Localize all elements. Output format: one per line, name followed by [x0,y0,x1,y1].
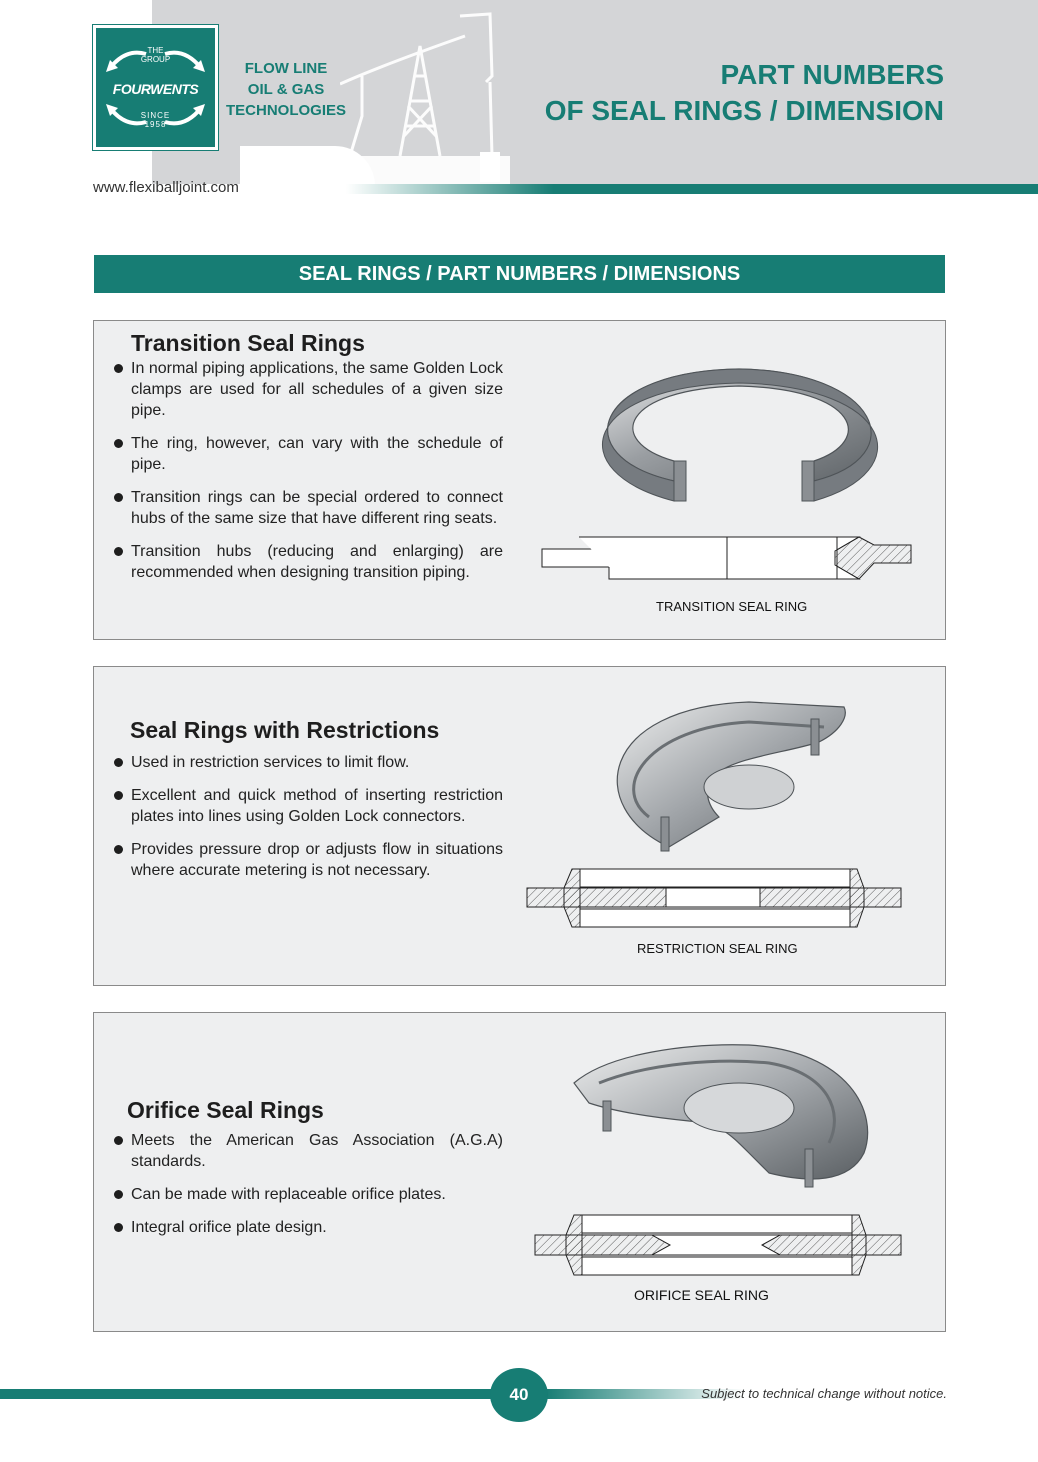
company-logo [93,25,218,150]
orifice-ring-render [569,1043,879,1193]
orifice-seal-panel [93,1012,946,1332]
restriction-ring-render [589,697,859,857]
section-title: Orifice Seal Rings [127,1097,324,1123]
restriction-seal-panel [93,666,946,986]
figure-caption: RESTRICTION SEAL RING [637,941,798,956]
restriction-ring-section-drawing [524,867,904,929]
page-number: 40 [490,1368,548,1422]
list-item: In normal piping applications, the same Golden Lock clamps are used for all schedules of a given size pipe. [112,358,503,421]
page-title: PART NUMBERS OF SEAL RINGS / DIMENSION [544,59,944,126]
footer-divider-left [0,1389,494,1399]
list-item: Transition rings can be special ordered to connect hubs of the same size that have different ring seats. [112,487,503,529]
list-item: Can be made with replaceable orifice plates. [112,1184,503,1205]
section-title: Transition Seal Rings [131,330,365,356]
list-item: The ring, however, can vary with the schedule of pipe. [112,433,503,475]
bullet-list [112,752,503,893]
figure-caption: ORIFICE SEAL RING [634,1287,769,1303]
orifice-ring-section-drawing [532,1213,904,1277]
transition-seal-panel [93,320,946,640]
list-item: Excellent and quick method of inserting restriction plates into lines using Golden Lock connectors. [112,785,503,827]
section-title: Seal Rings with Restrictions [130,717,440,743]
list-item: Meets the American Gas Association (A.G.A) standards. [112,1130,503,1172]
list-item: Used in restriction services to limit flow. [112,752,503,773]
company-name: FLOW LINE OIL & GAS TECHNOLOGIES [226,60,347,119]
transition-ring-section-drawing [539,531,919,586]
header-divider [346,184,1038,194]
logo-brand-name: FOURWENTS [112,81,199,97]
logo-since-text: SINCE 1958 [140,111,171,129]
figure-caption: TRANSITION SEAL RING [656,599,808,614]
list-item: Provides pressure drop or adjusts flow in situations where accurate metering is not necessary. [112,839,503,881]
logo-top-text: THE GROUP [140,46,171,64]
list-item: Transition hubs (reducing and enlarging) are recommended when designing transition piping. [112,541,503,583]
section-banner: SEAL RINGS / PART NUMBERS / DIMENSIONS [94,255,945,293]
oil-pump-jack-icon [340,6,510,188]
list-item: Integral orifice plate design. [112,1217,503,1238]
bullet-list [112,358,503,595]
website-link[interactable]: www.flexiballjoint.com [93,179,239,196]
transition-ring-render [574,361,914,521]
bullet-list [112,1130,503,1250]
footer-disclaimer: Subject to technical change without notice. [701,1386,947,1401]
